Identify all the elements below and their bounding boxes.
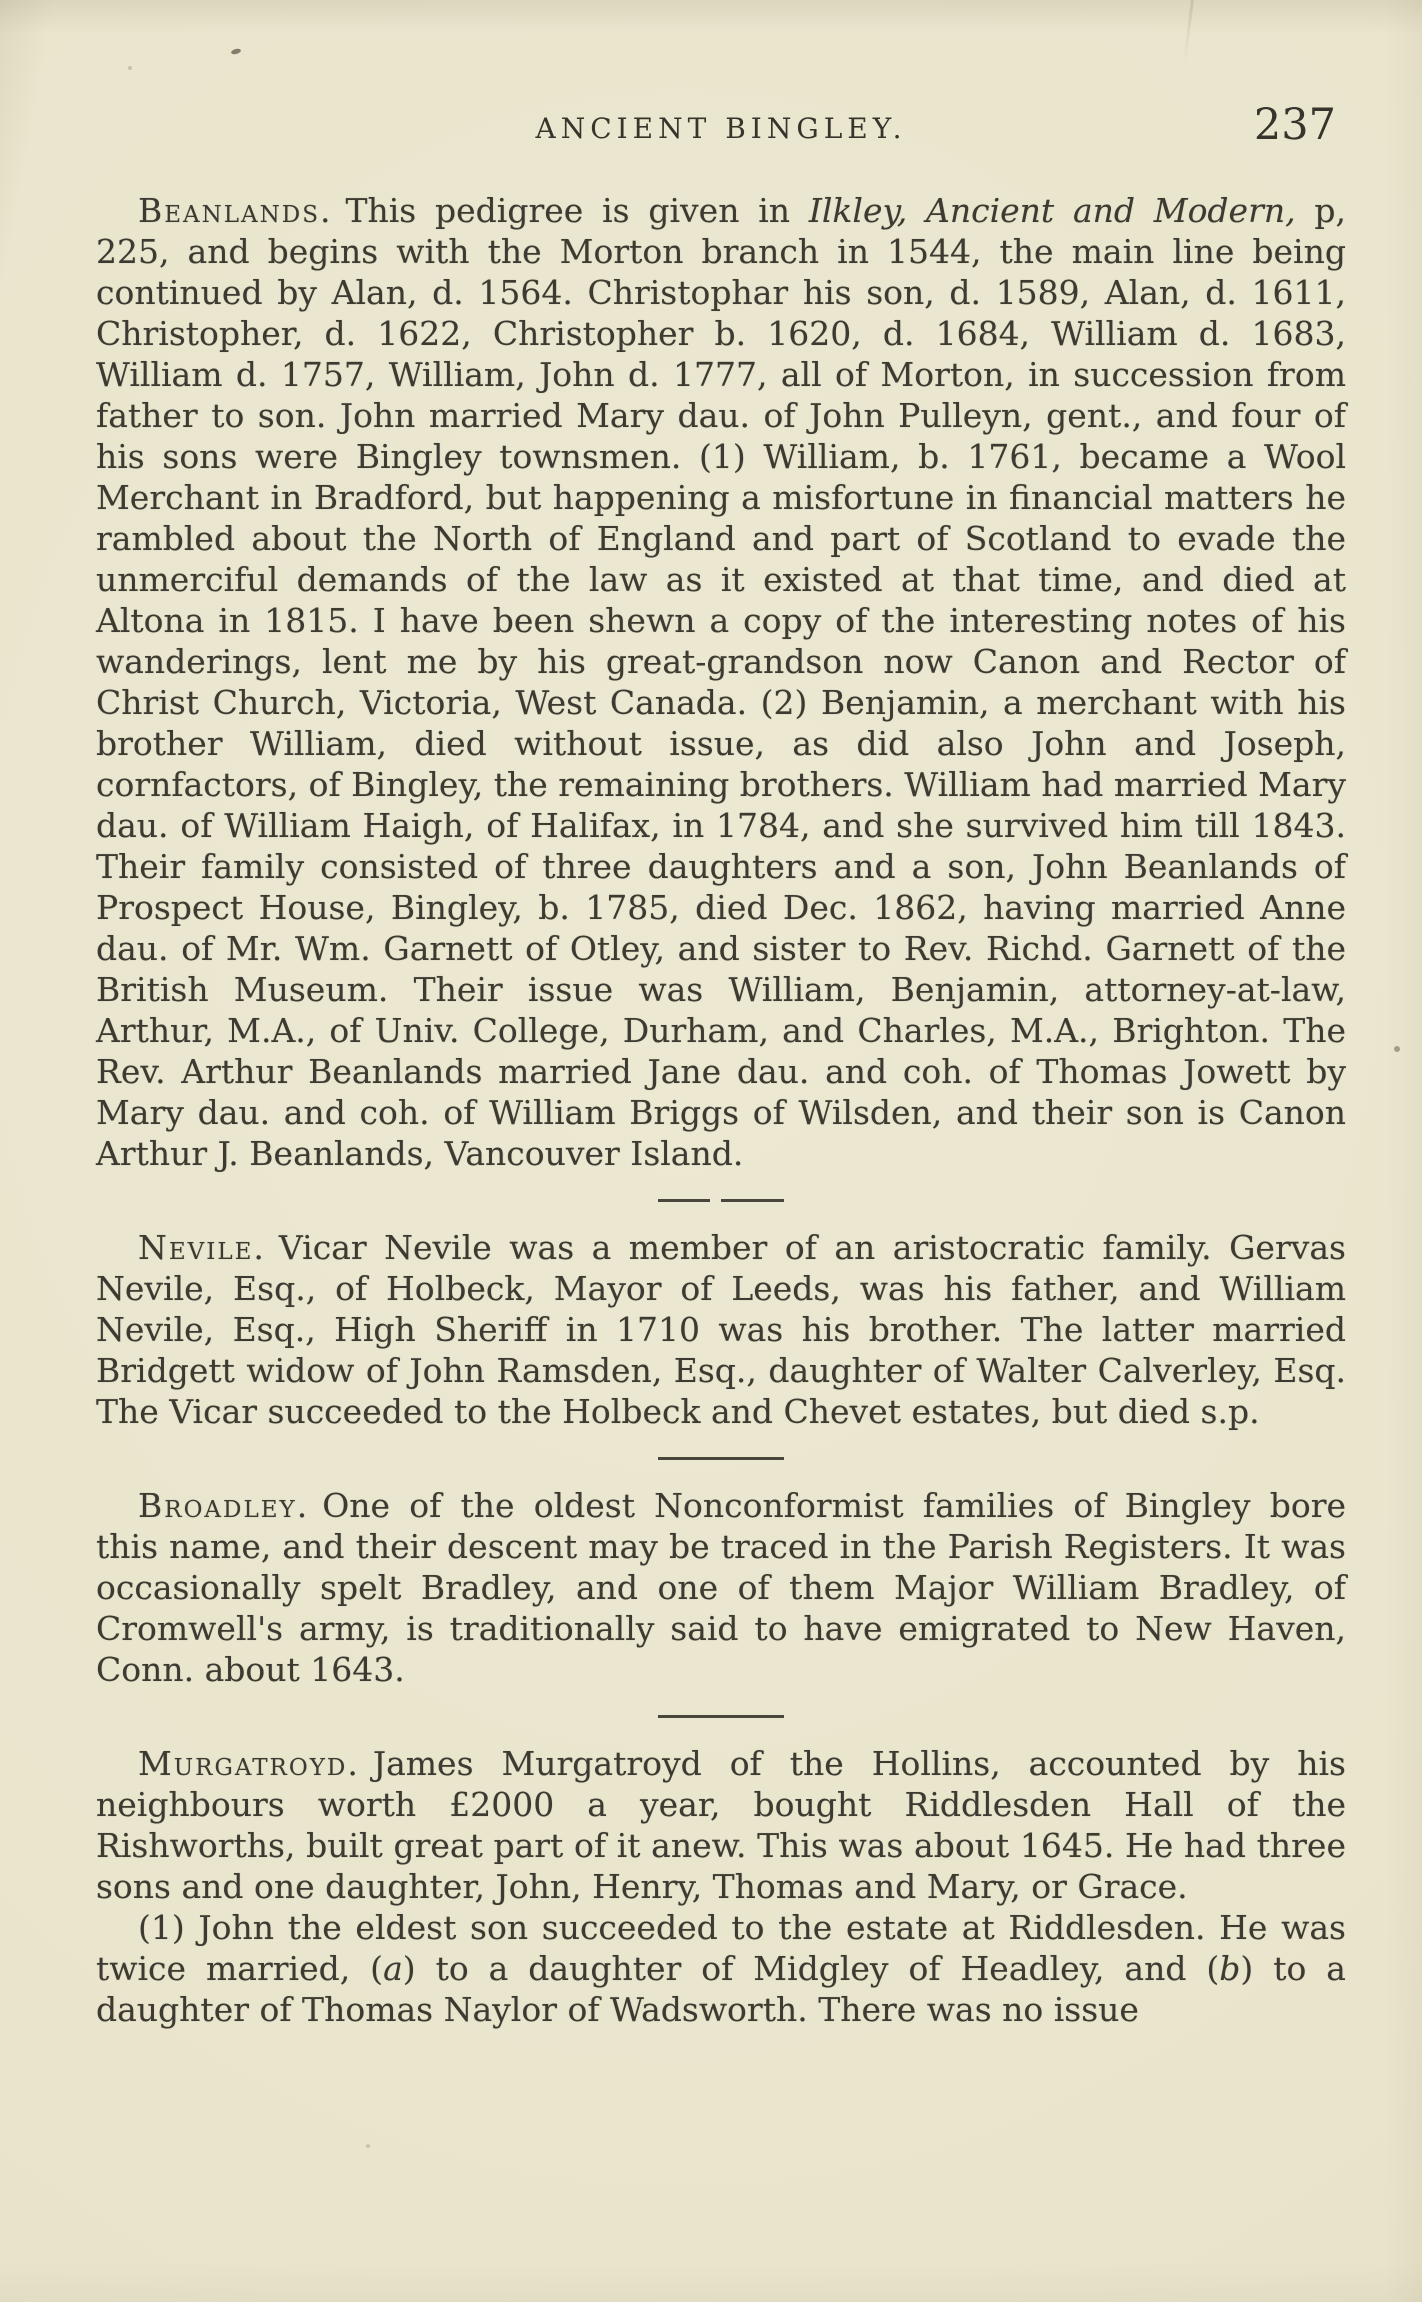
section-divider-3 — [658, 1715, 784, 1718]
scan-speck — [128, 66, 132, 70]
text-column — [96, 100, 1346, 2030]
murgatroyd-marriage-b-label: b — [1219, 1949, 1241, 1988]
murgatroyd-marriage-a-label: a — [383, 1949, 403, 1988]
running-head-title: ANCIENT BINGLEY. — [535, 112, 907, 145]
lead-word-murgatroyd: Murgatroyd. — [138, 1744, 360, 1783]
paragraph-nevile — [96, 1227, 1346, 1432]
murgatroyd-body-text: James Murgatroyd of the Hollins, accounted by his neighbours worth £2000 a year, bought Riddlesden Hall of the Rishworths, built great part of it anew. This was about 1645. He had three sons and one daughter, John, Henry, Thomas and Mary, or Grace. — [96, 1744, 1346, 1906]
beanlands-body-text: p, 225, and begins with the Morton branch in 1544, the main line being continued by Alan, d. 1564. Christophar his son, d. 1589, Alan, d. 1611, Christopher, d. 1622, Christopher b. 1620, d. 1684, William d. 1683, William d. 1757, William, John d. 1777, all of Morton, in succession from father to son. John married Mary dau. of John Pulleyn, gent., and four of his sons were Bingley townsmen. (1) William, b. 1761, became a Wool Merchant in Bradford, but happening a misfortune in financial matters he rambled about the North of England and part of Scotland to evade the unmerciful demands of the law as it existed at that time, and died at Altona in 1815. I have been shewn a copy of the interesting notes of his wanderings, lent me by his great-grandson now Canon and Rector of Christ Church, Victoria, West Canada. (2) Benjamin, a merchant with his brother William, died without issue, as did also John and Joseph, cornfactors, of Bingley, the remaining brothers. William had married Mary dau. of William Haigh, of Halifax, in 1784, and she survived him till 1843. Their family consisted of three daughters and a son, John Beanlands of Prospect House, Bingley, b. 1785, died Dec. 1862, having married Anne dau. of Mr. Wm. Garnett of Otley, and sister to Rev. Richd. Garnett of the British Museum. Their issue was William, Benjamin, attorney-at-law, Arthur, M.A., of Univ. College, Durham, and Charles, M.A., Brighton. The Rev. Arthur Beanlands married Jane dau. and coh. of Thomas Jowett by Mary dau. and coh. of William Briggs of Wilsden, and their son is Canon Arthur J. Beanlands, Vancouver Island. — [96, 191, 1346, 1173]
running-head — [96, 100, 1346, 170]
scan-speck — [231, 48, 242, 55]
lead-word-broadley: Broadley. — [138, 1486, 310, 1525]
murgatroyd-john-text-1: (1) John the eldest son succeeded to the estate at Riddlesden. He was twice married, ( — [96, 1908, 1346, 1988]
paragraph-murgatroyd — [96, 1743, 1346, 1907]
paragraph-murgatroyd-john — [96, 1907, 1346, 2030]
paragraph-beanlands — [96, 190, 1346, 1174]
divider-dash-right — [721, 1199, 784, 1202]
paragraph-broadley — [96, 1485, 1346, 1690]
paper-crease — [1183, 0, 1194, 64]
murgatroyd-john-text-2: ) to a daughter of Midgley of Headley, and ( — [402, 1949, 1220, 1988]
beanlands-intro-text: This pedigree is given in — [345, 191, 809, 230]
page-number: 237 — [1253, 100, 1336, 150]
beanlands-cited-book-title: Ilkley, Ancient and Modern, — [808, 191, 1296, 230]
divider-dash-left — [658, 1199, 710, 1202]
scan-speck — [1394, 1046, 1400, 1052]
section-divider-1 — [658, 1199, 784, 1202]
lead-word-beanlands: Beanlands. — [138, 191, 333, 230]
scan-speck — [366, 2144, 370, 2148]
section-divider-2 — [658, 1457, 784, 1460]
nevile-body-text: Vicar Nevile was a member of an aristocratic family. Gervas Nevile, Esq., of Holbeck, Mayor of Leeds, was his father, and William Nevile, Esq., High Sheriff in 1710 was his brother. The latter married Bridgett widow of John Ramsden, Esq., daughter of Walter Calverley, Esq. The Vicar succeeded to the Holbeck and Chevet estates, but died s.p. — [96, 1228, 1346, 1431]
lead-word-nevile: Nevile. — [138, 1228, 266, 1267]
broadley-body-text: One of the oldest Nonconformist families of Bingley bore this name, and their descent may be traced in the Parish Registers. It was occasionally spelt Bradley, and one of them Major William Bradley, of Cromwell's army, is traditionally said to have emigrated to New Haven, Conn. about 1643. — [96, 1486, 1346, 1689]
murgatroyd-john-text-3: ) to a daughter of Thomas Naylor of Wadsworth. There was no issue — [96, 1949, 1346, 2029]
